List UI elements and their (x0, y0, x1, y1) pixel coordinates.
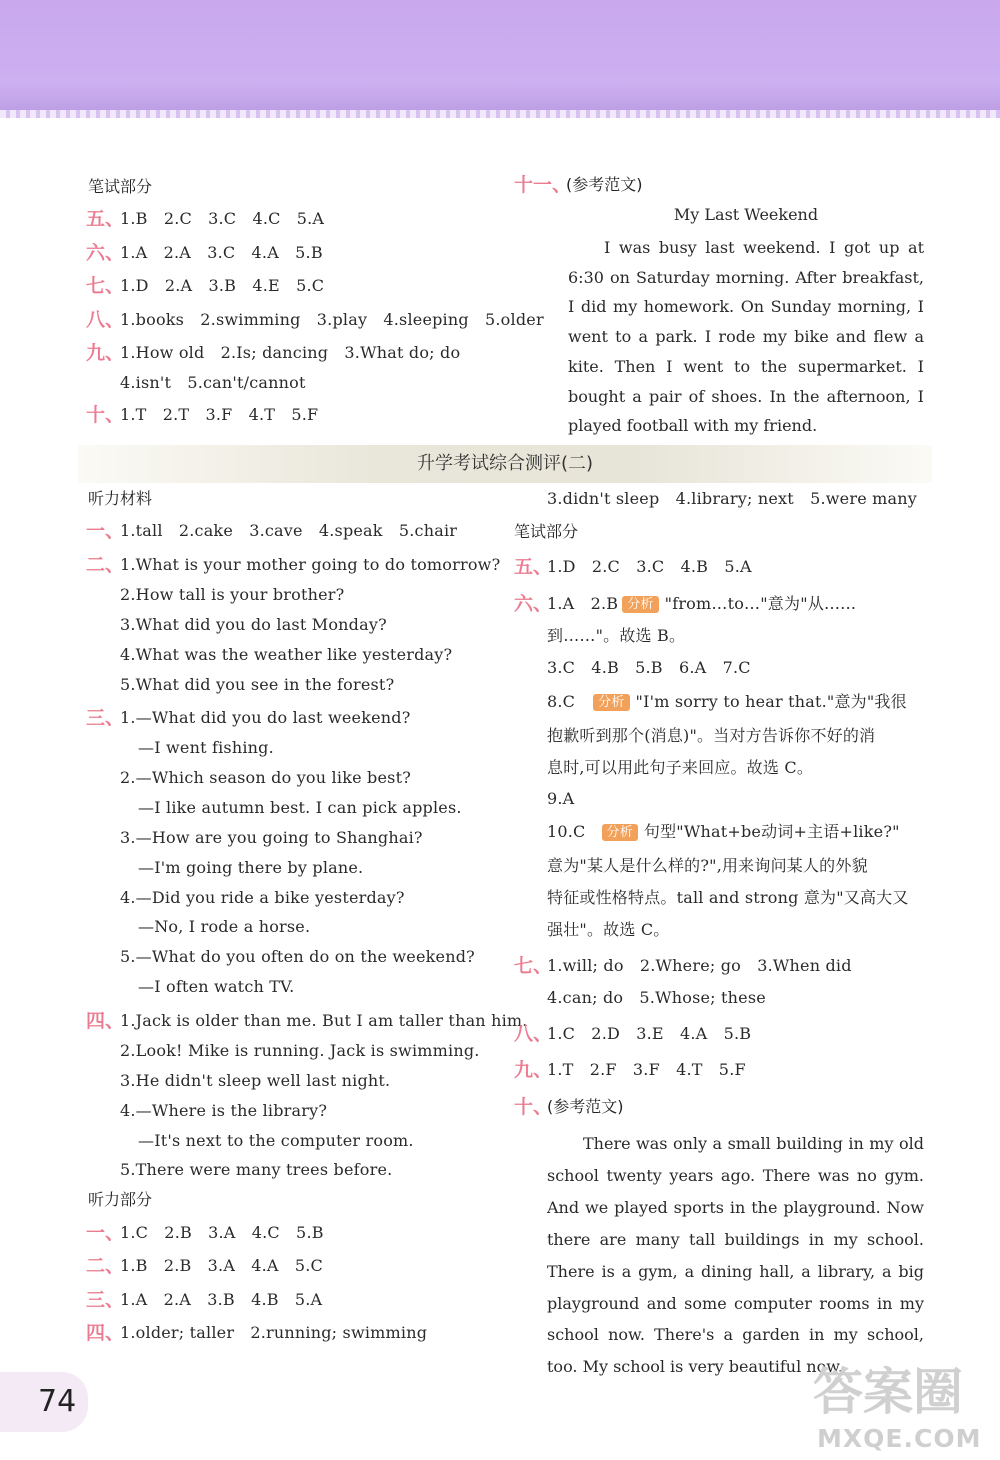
answer-line: 1.Jack is older than me. But I am taller than him. (120, 1011, 528, 1030)
analysis-text: 特征或性格特点。tall and strong 意为"又高大又 (547, 888, 909, 907)
answer-line: 3.C 4.B 5.B 6.A 7.C (547, 658, 751, 677)
section-title: 升学考试综合测评(二) (416, 453, 594, 474)
answer-line: 1.D 2.A 3.B 4.E 5.C (120, 276, 325, 295)
analysis-badge: 分析 (602, 824, 638, 841)
answer-line: 4.What was the weather like yesterday? (120, 645, 453, 664)
question-marker: 一、 (86, 1222, 125, 1244)
answer-text: 10.C (547, 822, 586, 841)
written-section-header: 笔试部分 (514, 522, 579, 541)
answer-line: 4.isn't 5.can't/cannot (120, 373, 306, 392)
answer-text: 1.A 2.B (547, 594, 619, 613)
analysis-text: "from…to…"意为"从…… (664, 594, 857, 613)
answer-line: 3.He didn't sleep well last night. (120, 1071, 391, 1090)
essay-title: My Last Weekend (673, 205, 819, 224)
answer-line (547, 593, 856, 615)
answer-line: —No, I rode a horse. (138, 917, 311, 936)
watermark-en: MXQE.COM (817, 1424, 982, 1453)
written-section-header: 笔试部分 (88, 177, 153, 196)
answer-line: 1.older; taller 2.running; swimming (120, 1323, 428, 1342)
answer-line: —It's next to the computer room. (138, 1131, 414, 1150)
answer-line: 1.A 2.A 3.C 4.A 5.B (120, 243, 323, 262)
answer-line (547, 691, 907, 713)
answer-line: 3.didn't sleep 4.library; next 5.were many (547, 489, 918, 508)
answer-line: 2.—Which season do you like best? (120, 768, 411, 787)
listening-material-header: 听力材料 (88, 489, 153, 508)
question-marker: 五、 (86, 208, 125, 230)
answer-line: 5.—What do you often do on the weekend? (120, 947, 475, 966)
analysis-text: 息时,可以用此句子来回应。故选 C。 (547, 758, 814, 777)
answer-line: 1.—What did you do last weekend? (120, 708, 411, 727)
question-marker: 四、 (86, 1010, 125, 1032)
analysis-badge: 分析 (593, 694, 629, 711)
essay-body (547, 1128, 924, 1383)
answer-line: —I like autumn best. I can pick apples. (138, 798, 462, 817)
analysis-text: 强壮"。故选 C。 (547, 920, 670, 939)
answer-line: 1.C 2.B 3.A 4.C 5.B (120, 1223, 324, 1242)
answer-line: 4.—Did you ride a bike yesterday? (120, 888, 405, 907)
answer-line: —I went fishing. (138, 738, 274, 757)
question-marker: 九、 (86, 342, 125, 364)
answer-line: 1.What is your mother going to do tomorrow? (120, 555, 501, 574)
question-marker: 二、 (86, 1255, 125, 1277)
answer-line: 4.can; do 5.Whose; these (547, 988, 766, 1007)
answer-line: —I often watch TV. (138, 977, 295, 996)
question-marker: 二、 (86, 554, 125, 576)
answer-line: 1.How old 2.Is; dancing 3.What do; do (120, 343, 461, 362)
question-marker: 七、 (514, 955, 553, 977)
answer-line: 1.D 2.C 3.C 4.B 5.A (547, 557, 752, 576)
question-marker: 三、 (86, 707, 125, 729)
answer-line: 1.T 2.T 3.F 4.T 5.F (120, 405, 319, 424)
answer-line: 1.T 2.F 3.F 4.T 5.F (547, 1060, 746, 1079)
answer-line: 5.What did you see in the forest? (120, 675, 395, 694)
essay-text: I was busy last weekend. I got up at 6:30 on Saturday morning. After breakfast, I did my homework. On Sunday morning, I went to a park. I rode my bike and flew a kite. Then I went to the supermarket. I bought a pair of shoes. In the afternoon, I played football with my friend. (568, 238, 924, 436)
question-marker: 十、 (86, 404, 125, 426)
analysis-text: 到……"。故选 B。 (547, 626, 686, 645)
analysis-text: "I'm sorry to hear that."意为"我很 (635, 692, 907, 711)
analysis-text: 句型"What+be动词+主语+like?" (643, 822, 900, 841)
answer-line: 1.tall 2.cake 3.cave 4.speak 5.chair (120, 521, 458, 540)
sample-essay-label: (参考范文) (566, 175, 643, 194)
essay-text: There was only a small building in my old school twenty years ago. There was no gym. And we played sports in the playground. Now there are many tall buildings in my school. There is a gym, a dining hall, a library, a big playground and some computer rooms in my school now. There's a garden in my school, too. My school is very beautiful now. (547, 1134, 924, 1377)
answer-line (547, 821, 900, 843)
question-marker: 九、 (514, 1059, 553, 1081)
answer-line: 9.A (547, 789, 575, 808)
question-marker: 三、 (86, 1289, 125, 1311)
answer-line: 1.books 2.swimming 3.play 4.sleeping 5.older (120, 310, 544, 329)
page-number: 74 (38, 1384, 77, 1419)
listening-section-header: 听力部分 (88, 1190, 153, 1209)
question-marker: 六、 (514, 593, 553, 615)
watermark-cn: 答案圈 (813, 1363, 963, 1421)
answer-line: 3.What did you do last Monday? (120, 615, 387, 634)
answer-line: —I'm going there by plane. (138, 858, 364, 877)
answer-line: 4.—Where is the library? (120, 1101, 328, 1120)
question-marker: 七、 (86, 275, 125, 297)
question-marker: 六、 (86, 242, 125, 264)
question-marker: 五、 (514, 556, 553, 578)
top-decorative-banner (0, 0, 1000, 118)
answer-line: 1.A 2.A 3.B 4.B 5.A (120, 1290, 323, 1309)
question-marker: 十、 (514, 1096, 553, 1118)
answer-line: 1.C 2.D 3.E 4.A 5.B (547, 1024, 752, 1043)
question-marker: 一、 (86, 520, 125, 542)
analysis-text: 抱歉听到那个(消息)"。当对方告诉你不好的消 (547, 726, 876, 745)
analysis-text: 意为"某人是什么样的?",用来询问某人的外貌 (547, 856, 868, 875)
question-marker: 八、 (86, 309, 125, 331)
answer-line: 3.—How are you going to Shanghai? (120, 828, 423, 847)
answer-line: 5.There were many trees before. (120, 1160, 393, 1179)
question-marker: 四、 (86, 1322, 125, 1344)
answer-line: 1.B 2.C 3.C 4.C 5.A (120, 209, 325, 228)
analysis-badge: 分析 (622, 596, 658, 613)
watermark-logo (805, 1362, 995, 1457)
question-marker: 八、 (514, 1023, 553, 1045)
sample-essay-label: (参考范文) (547, 1097, 624, 1116)
answer-line: 2.How tall is your brother? (120, 585, 345, 604)
essay-body (568, 233, 924, 441)
answer-line: 2.Look! Mike is running. Jack is swimming. (120, 1041, 480, 1060)
answer-text: 8.C (547, 692, 576, 711)
answer-line: 1.B 2.B 3.A 4.A 5.C (120, 1256, 323, 1275)
question-marker: 十一、 (514, 174, 572, 196)
answer-line: 1.will; do 2.Where; go 3.When did (547, 956, 852, 975)
